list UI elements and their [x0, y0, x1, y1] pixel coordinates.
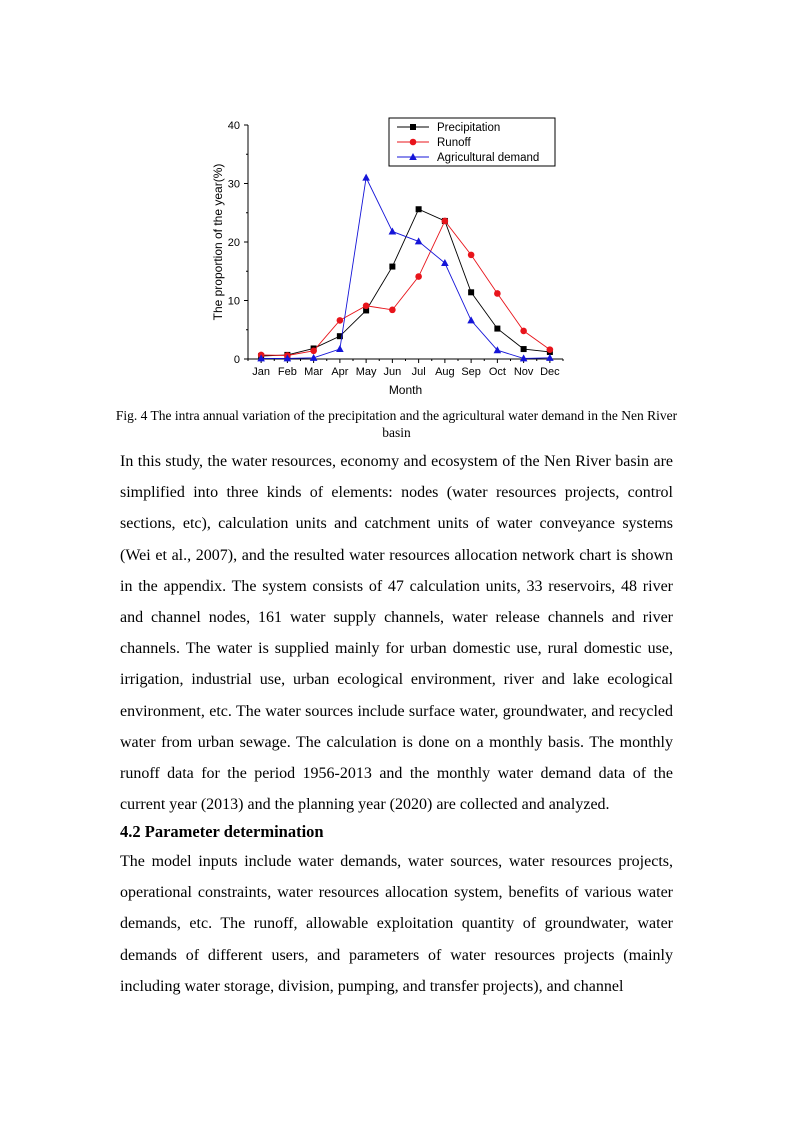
data-point-2 — [467, 316, 475, 323]
body-paragraph-2: The model inputs include water demands, water sources, water resources projects, operational constraints, water resources allocation system, benefits of various water demands, etc. The runoff, allowable exploitation quantity of groundwater, water demands of different users, and parameters of water resources projects (mainly including water storage, division, pumping, and transfer projects), and channel — [120, 853, 673, 995]
data-point-0 — [521, 346, 527, 352]
x-tick-label: May — [355, 366, 377, 378]
data-point-2 — [415, 237, 423, 244]
data-point-1 — [310, 348, 317, 355]
y-axis-label: The proportion of the year(%) — [211, 163, 225, 321]
x-tick-label: Jul — [411, 366, 426, 378]
legend-label: Runoff — [437, 137, 471, 149]
data-point-1 — [520, 328, 527, 335]
legend-marker — [410, 139, 417, 146]
data-point-1 — [468, 252, 475, 259]
series-line-2 — [261, 178, 550, 359]
data-point-2 — [362, 174, 370, 181]
data-point-0 — [494, 326, 500, 332]
legend-label: Precipitation — [437, 122, 501, 134]
y-tick-label: 40 — [227, 120, 240, 132]
data-point-1 — [442, 218, 449, 225]
data-point-0 — [389, 264, 395, 270]
x-tick-label: Feb — [277, 366, 297, 378]
y-tick-label: 20 — [227, 237, 240, 249]
data-point-1 — [337, 317, 344, 324]
data-point-1 — [494, 290, 501, 297]
y-tick-label: 10 — [227, 295, 240, 308]
y-tick-label: 0 — [233, 354, 240, 366]
x-axis-label: Month — [388, 383, 423, 397]
x-tick-label: Mar — [304, 366, 324, 378]
x-tick-label: Jan — [252, 366, 270, 378]
x-tick-label: Jun — [383, 366, 402, 378]
figure-4-chart — [0, 0, 793, 400]
data-point-2 — [389, 227, 397, 234]
legend-marker — [410, 124, 416, 130]
data-point-0 — [416, 206, 422, 212]
x-tick-label: Nov — [513, 366, 534, 378]
data-point-1 — [389, 307, 396, 314]
series-line-0 — [261, 209, 550, 356]
legend-label: Agricultural demand — [437, 152, 540, 164]
x-tick-label: Dec — [540, 366, 560, 378]
section-heading: 4.2 Parameter determination — [120, 822, 324, 841]
data-point-1 — [415, 273, 422, 280]
data-point-1 — [363, 302, 370, 309]
data-point-2 — [441, 259, 449, 266]
x-tick-label: Sep — [461, 366, 481, 378]
y-tick-label: 30 — [227, 178, 240, 191]
data-point-1 — [547, 346, 554, 353]
x-tick-label: Aug — [435, 366, 455, 378]
figure-caption: Fig. 4 The intra annual variation of the precipitation and the agricultural water demand in the Nen River basin — [115, 408, 678, 440]
data-point-2 — [336, 345, 344, 352]
x-tick-label: Oct — [488, 366, 506, 378]
x-tick-label: Apr — [331, 366, 349, 378]
body-paragraph-1: In this study, the water resources, economy and ecosystem of the Nen River basin are simplified into three kinds of elements: nodes (water resources projects, control sections, etc), calculation units and catchment units of water conveyance systems (Wei et al., 2007), and the resulted water resources allocation network chart is shown in the appendix. The system consists of 47 calculation units, 33 reservoirs, 48 river and channel nodes, 161 water supply channels, water release channels and river channels. The water is supplied mainly for urban domestic use, rural domestic use, irrigation, industrial use, urban ecological environment, river and lake ecological environment, etc. The water sources include surface water, groundwater, and recycled water from urban sewage. The calculation is done on a monthly basis. The monthly runoff data for the period 1956-2013 and the monthly water demand data of the current year (2013) and the planning year (2020) are collected and analyzed. — [120, 453, 673, 814]
data-point-0 — [468, 289, 474, 295]
